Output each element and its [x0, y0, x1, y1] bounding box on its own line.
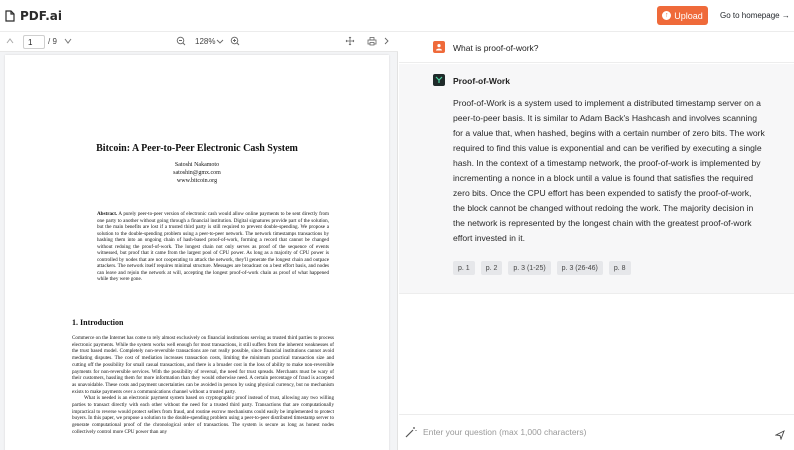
zoom-level[interactable]: 128% — [195, 37, 216, 46]
magic-wand-icon[interactable] — [405, 425, 417, 443]
go-to-homepage-link[interactable]: Go to homepage → — [720, 11, 790, 20]
page-ref-button[interactable]: p. 2 — [481, 261, 503, 275]
user-question: What is proof-of-work? — [453, 43, 539, 53]
pdf-title: Bitcoin: A Peer-to-Peer Electronic Cash System — [96, 143, 298, 154]
zoom-in-icon[interactable] — [230, 36, 240, 46]
pdf-author-name: Satoshi Nakamoto — [174, 162, 220, 168]
upload-button[interactable] — [657, 6, 708, 25]
top-bar — [0, 0, 794, 32]
next-page-icon[interactable] — [63, 36, 73, 46]
page-ref-button[interactable]: p. 8 — [609, 261, 631, 275]
abstract-text: A purely peer-to-peer version of electronic cash would allow online payments to be sent directly from one party to another without going through a financial institution. Digital signatures provide part of the solution, but the main benefits are lost if a trusted third party is still required to prevent double-spending. We propose a solution to the double-spending problem using a peer-to-peer network. The network timestamps transactions by hashing them into an ongoing chain of hash-based proof-of-work, forming a record that cannot be changed without redoing the proof-of-work. The longest chain not only serves as proof of the sequence of events witnessed, but proof that it came from the largest pool of CPU power. As long as a majority of CPU power is controlled by nodes that are not cooperating to attack the network, they'll generate the longest chain and outpace attackers. The network itself requires minimal structure. Messages are broadcast on a best effort basis, and nodes can leave and rejoin the network at will, accepting the longest proof-of-work chain as proof of what happened while they were gone. — [97, 211, 329, 282]
user-icon — [435, 43, 443, 51]
answer-text: Proof-of-Work is a system used to implement a distributed timestamp server on a peer-to-peer basis. It is similar to Adam Back's Hashcash and involves scanning for a value that, when hashed, begins with a certain number of zero bits. The work required to find this value is exponential and can be verified by executing a single hash. In the context of a timestamp network, the proof-of-work is implemented by incrementing a nonce in a block until a value is found that satisfies the required zero bits. Once the CPU effort has been expended to satisfy the proof-of-work, the block cannot be changed without redoing the work. The majority decision in the network is represented by the longest chain with the greatest proof-of-work effort invested in it. — [453, 98, 765, 243]
page-number-input[interactable] — [23, 35, 45, 49]
pdf-paragraph: What is needed is an electronic payment system based on cryptographic proof instead of trust, allowing any two willing parties to transact directly with each other without the need for a trusted third party. Transactions that are computationally impractical to reverse would protect sellers from fraud, and routine escrow mechanisms could easily be implemented to protect buyers. In this paper, we propose a solution to the double-spending problem using a peer-to-peer distributed timestamp server to generate computational proof of the chronological order of transactions. The system is secure as long as honest nodes collectively control more CPU power than any — [72, 395, 334, 435]
move-icon[interactable] — [345, 36, 355, 46]
chat-panel — [399, 32, 794, 450]
pdf-viewer — [0, 32, 398, 450]
pdf-author-site: www.bitcoin.org — [176, 178, 218, 184]
pdf-body-text — [72, 335, 334, 436]
user-message — [399, 32, 794, 63]
page-ref-button[interactable]: p. 3 (26-46) — [557, 261, 603, 275]
question-input[interactable] — [423, 423, 753, 441]
app-logo[interactable] — [4, 9, 62, 23]
upload-icon: ↑ — [662, 11, 671, 20]
chat-composer — [399, 414, 794, 450]
pdf-paragraph: Commerce on the Internet has come to rely almost exclusively on financial institutions serving as trusted third parties to process electronic payments. While the system works well enough for most transactions, it still suffers from the inherent weaknesses of the trust based model. Completely non-reversible transactions are not really possible, since financial institutions cannot avoid mediating disputes. The cost of mediation increases transaction costs, limiting the minimum practical transaction size and cutting off the possibility for small casual transactions, and there is a broader cost in the loss of ability to make non-reversible payments for non-reversible services. With the possibility of reversal, the need for trust spreads. Merchants must be wary of their customers, hassling them for more information than they would otherwise need. A certain percentage of fraud is accepted as unavoidable. These costs and payment uncertainties can be avoided in person by using physical currency, but no mechanism exists to make payments over a communications channel without a trusted party. — [72, 335, 334, 395]
pdf-section-title: 1. Introduction — [72, 318, 124, 327]
pdf-author-email: satoshin@gmx.com — [173, 170, 221, 176]
abstract-label: Abstract. — [97, 211, 118, 217]
zoom-out-icon[interactable] — [176, 36, 186, 46]
answer-heading: Proof-of-Work — [453, 76, 510, 86]
print-icon[interactable] — [367, 36, 377, 46]
page-total: / 9 — [48, 37, 57, 46]
pdf-page — [5, 55, 389, 450]
upload-label: Upload — [674, 10, 703, 21]
bot-avatar — [433, 74, 445, 86]
more-icon[interactable] — [384, 36, 390, 46]
chevron-down-icon[interactable] — [216, 36, 224, 46]
bot-logo-icon — [435, 76, 443, 84]
user-avatar — [433, 41, 445, 53]
assistant-message — [399, 64, 794, 294]
pdf-abstract — [97, 211, 329, 283]
logo-icon — [4, 10, 16, 22]
page-ref-button[interactable]: p. 3 (1-25) — [508, 261, 550, 275]
page-references — [453, 261, 631, 275]
app-name: PDF.ai — [20, 9, 62, 23]
pdf-toolbar — [0, 32, 398, 52]
prev-page-icon[interactable] — [5, 36, 15, 46]
send-icon[interactable] — [775, 427, 785, 445]
page-ref-button[interactable]: p. 1 — [453, 261, 475, 275]
